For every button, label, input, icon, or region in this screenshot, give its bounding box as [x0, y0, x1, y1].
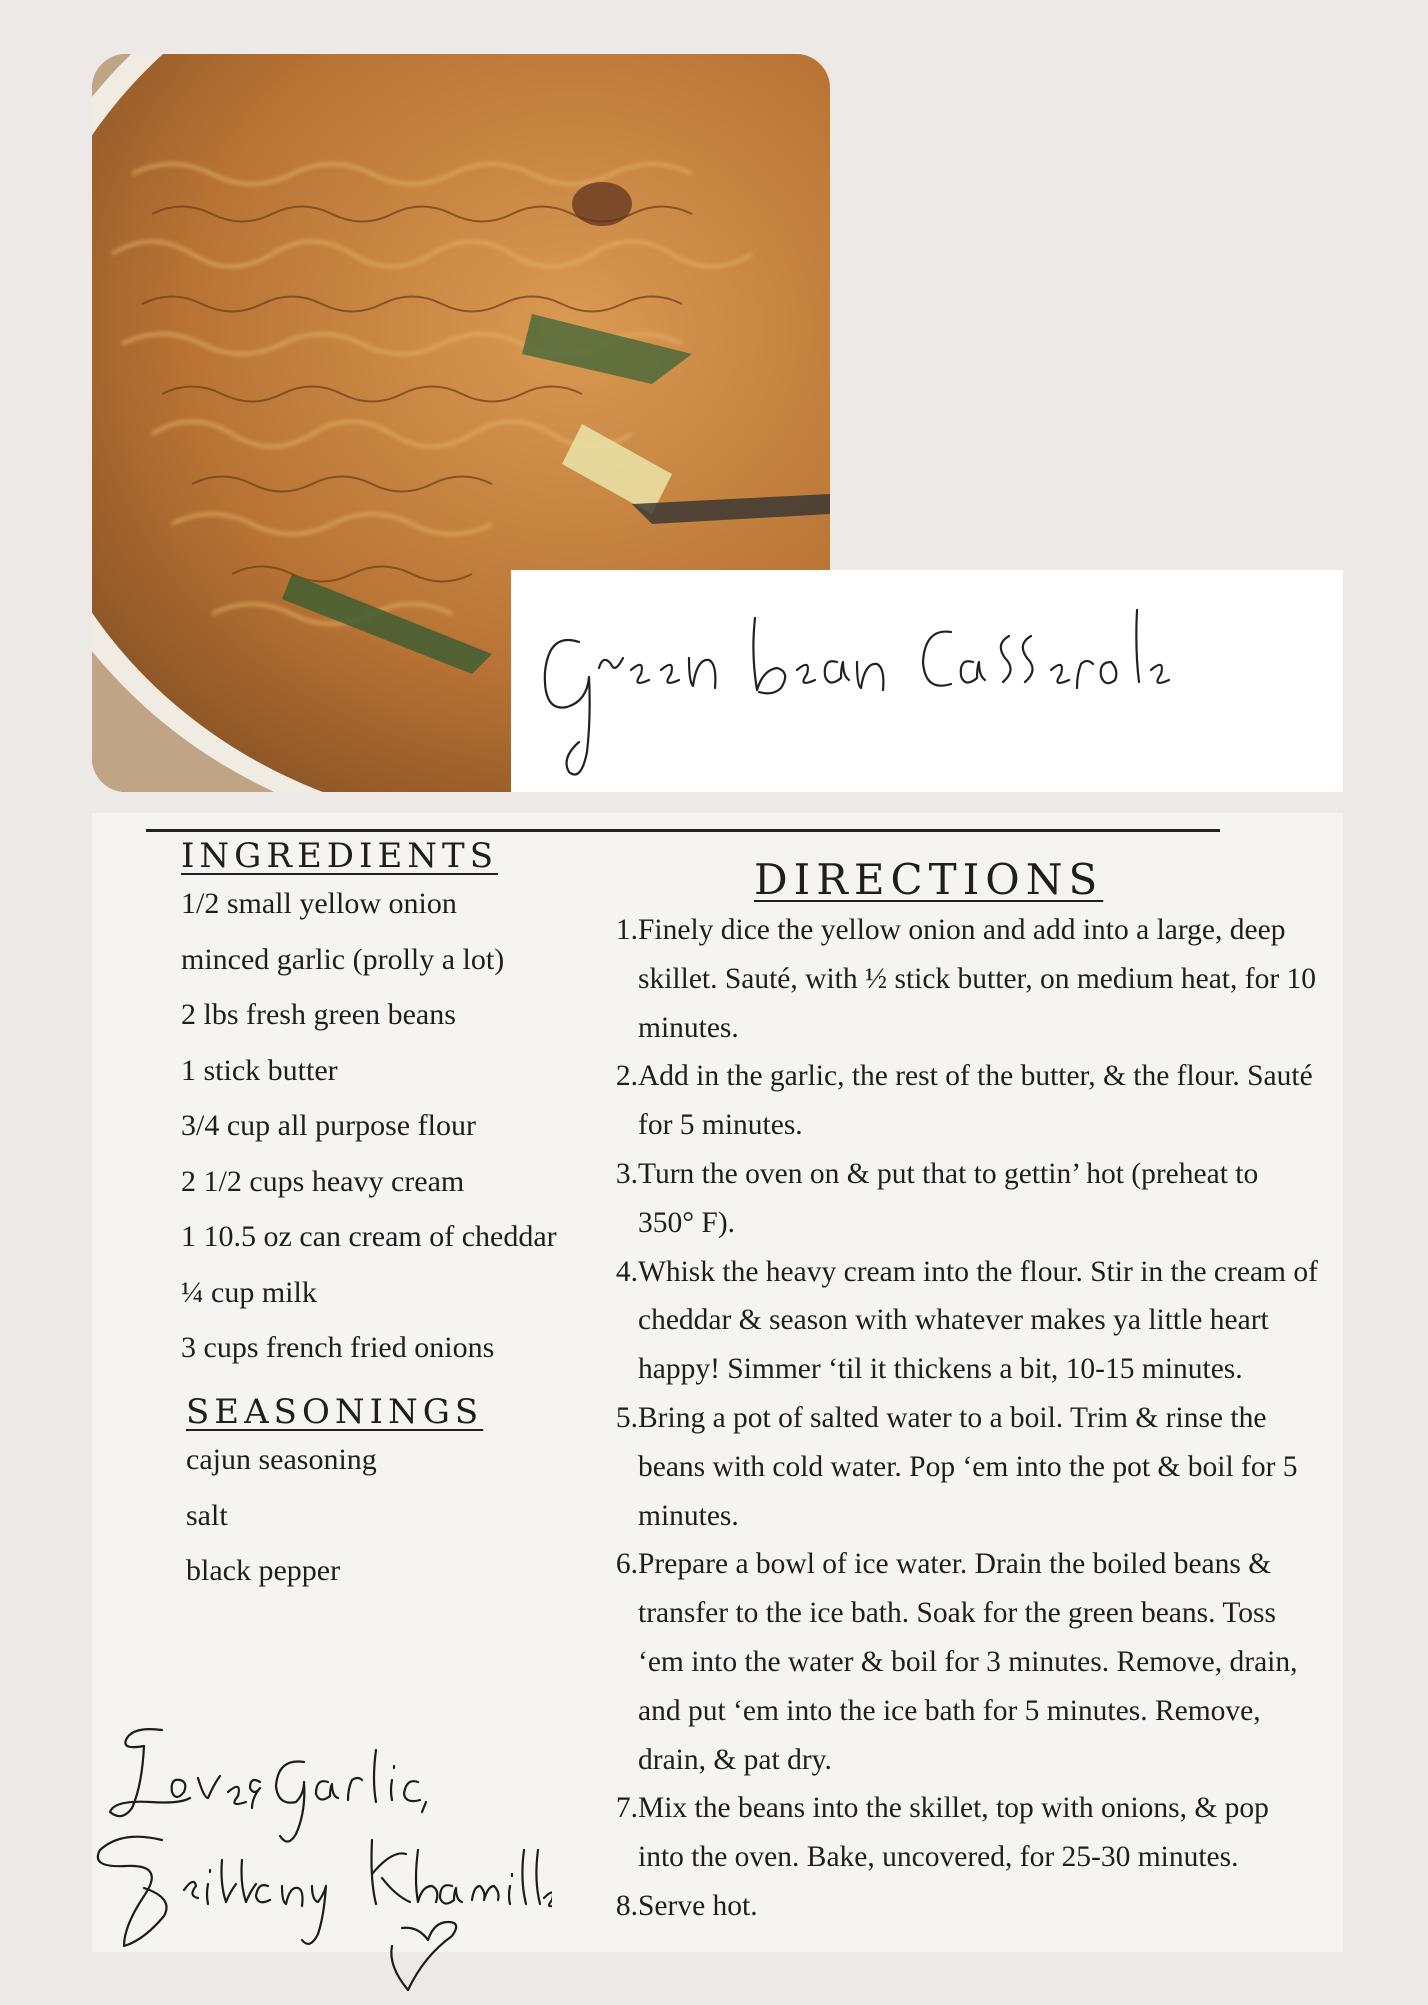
direction-step: [600, 906, 1320, 1052]
step-number: 3.: [615, 1157, 638, 1190]
title-card: [511, 570, 1343, 792]
signature: [92, 1710, 552, 2000]
ingredient-item: 1 10.5 oz can cream of cheddar: [181, 1220, 557, 1253]
step-text: Serve hot.: [638, 1889, 758, 1922]
ingredient-item: 1 stick butter: [181, 1053, 338, 1087]
step-number: 5.: [615, 1401, 638, 1434]
step-text: Whisk the heavy cream into the flour. Stir in the cream of cheddar & season with whatever makes ya little heart happy! Simmer ‘til it thickens a bit, 10-15 minutes.: [638, 1255, 1318, 1386]
ingredient-item: 2 lbs fresh green beans: [181, 998, 456, 1031]
step-number: 1.: [615, 914, 638, 946]
step-number: 6.: [615, 1548, 638, 1581]
step-number: 2.: [615, 1060, 638, 1093]
ingredient-item: 1/2 small yellow onion: [181, 887, 457, 920]
direction-step: [600, 1394, 1320, 1540]
ingredients-heading: INGREDIENTS: [181, 836, 498, 876]
ingredient-item: 3 cups french fried onions: [181, 1331, 495, 1364]
ingredients-list: [181, 876, 557, 1376]
step-text: Mix the beans into the skillet, top with onions, & pop into the oven. Bake, uncovered, for 25-30 minutes.: [638, 1792, 1269, 1874]
top-divider: [146, 829, 1220, 832]
direction-step: [600, 1052, 1320, 1150]
step-text: Bring a pot of salted water to a boil. Trim & rinse the beans with cold water. Pop ‘em into the pot & boil for 5 minutes.: [638, 1401, 1298, 1532]
seasonings-list: [186, 1432, 377, 1599]
direction-step: [600, 1150, 1320, 1248]
step-number: 4.: [615, 1255, 638, 1288]
ingredient-item: 2 1/2 cups heavy cream: [181, 1164, 465, 1198]
step-text: Finely dice the yellow onion and add into a large, deep skillet. Sauté, with ½ stick butter, on medium heat, for 10 minutes.: [638, 914, 1317, 1044]
step-number: 8.: [615, 1889, 638, 1922]
seasoning-item: salt: [186, 1498, 228, 1532]
direction-step: [600, 1540, 1320, 1784]
step-number: 7.: [615, 1792, 638, 1825]
seasoning-item: cajun seasoning: [186, 1443, 377, 1476]
signature-drawing: [92, 1710, 552, 2000]
step-text: Prepare a bowl of ice water. Drain the boiled beans & transfer to the ice bath. Soak for the green beans. Toss ‘em into the water & boil for 3 minutes. Remove, drain, and put ‘em into the ice bath for 5 minutes. Remove, drain, & pat dry.: [638, 1548, 1298, 1776]
ingredient-item: ¼ cup milk: [181, 1275, 317, 1309]
seasonings-heading: SEASONINGS: [186, 1392, 484, 1432]
directions-heading: DIRECTIONS: [754, 855, 1104, 904]
seasoning-item: black pepper: [186, 1554, 341, 1587]
direction-step: [600, 1248, 1320, 1394]
directions-list: [600, 906, 1320, 1931]
step-text: Turn the oven on & put that to gettin’ hot (preheat to 350° F).: [638, 1157, 1259, 1239]
ingredient-item: minced garlic (prolly a lot): [181, 942, 505, 976]
ingredient-item: 3/4 cup all purpose flour: [181, 1109, 476, 1142]
direction-step: [600, 1882, 1320, 1931]
direction-step: [600, 1784, 1320, 1882]
step-text: Add in the garlic, the rest of the butter, & the flour. Sauté for 5 minutes.: [638, 1060, 1313, 1142]
handwritten-title: [511, 570, 1343, 792]
